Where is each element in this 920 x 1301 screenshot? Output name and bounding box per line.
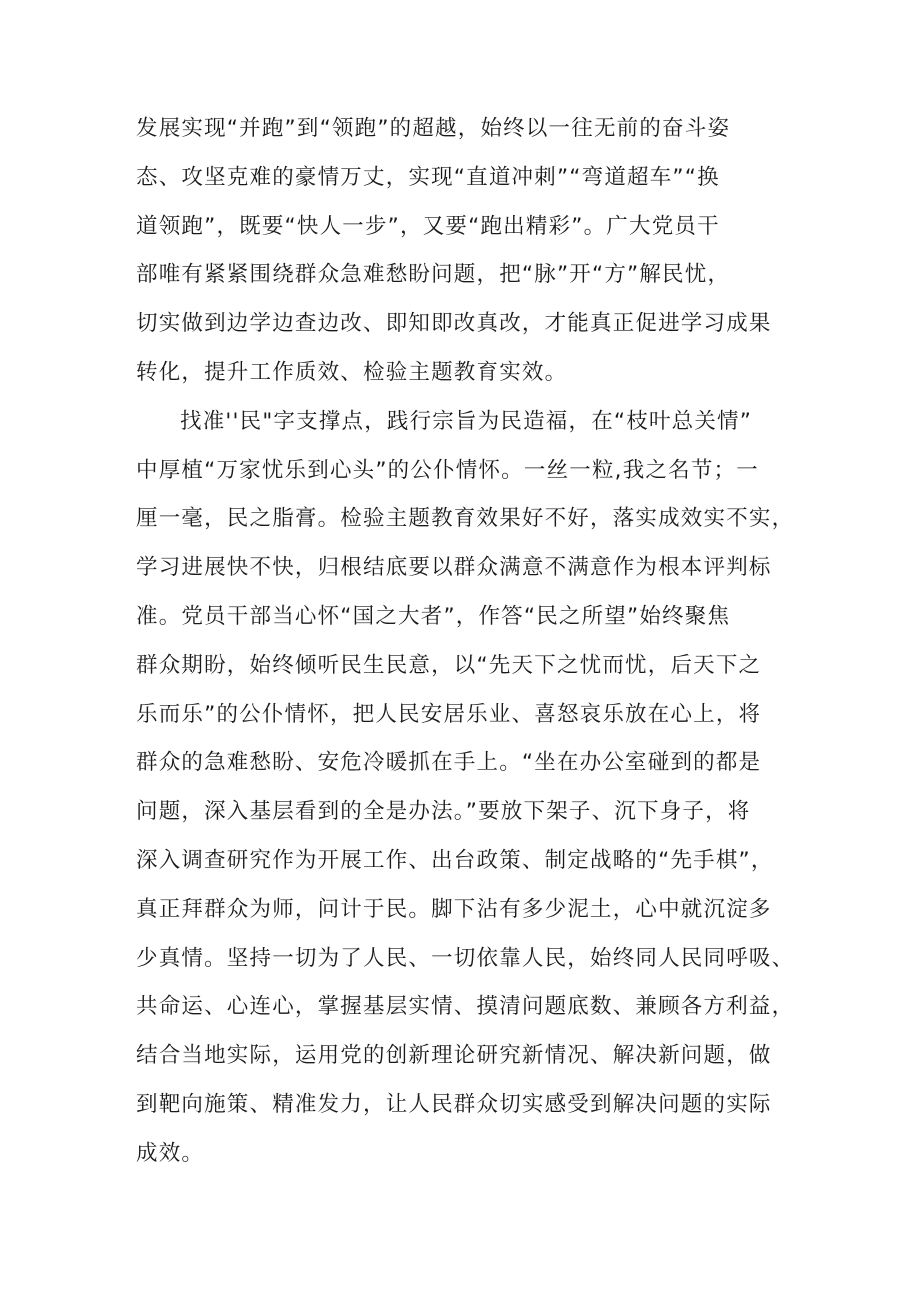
paragraph-2 [136,398,796,1179]
text-line: 乐而乐”的公仆情怀，把人民安居乐业、喜怒哀乐放在心上，将 [136,701,762,727]
text-line: 切实做到边学边查边改、即知即改真改，才能真正促进学习成果 [136,311,772,337]
text-line: 准。党员干部当心怀“国之大者”，作答“民之所望”始终聚焦 [136,603,731,629]
text-line: 中厚植“万家忧乐到心头”的公仆情怀。一丝一粒,我之名节；一 [136,457,759,483]
body-text [136,105,796,1179]
text-line: 态、攻坚克难的豪情万丈，实现“直道冲刺”“弯道超车”“换 [136,164,720,190]
text-line: 道领跑”，既要“快人一步”，又要“跑出精彩”。广大党员干 [136,213,720,239]
text-line: 真正拜群众为师，问计于民。脚下沾有多少泥土，心中就沉淀多 [136,896,772,922]
text-line: 到靶向施策、精准发力，让人民群众切实感受到解决问题的实际 [136,1091,772,1117]
text-line: 群众期盼，始终倾听民生民意，以“先天下之忧而忧，后天下之 [136,652,762,678]
text-line: 转化，提升工作质效、检验主题教育实效。 [136,359,568,385]
text-line: 学习进展快不快，归根结底要以群众满意不满意作为根本评判标 [136,555,772,581]
text-line: 部唯有紧紧围绕群众急难愁盼问题，把“脉”开“方”解民忧， [136,262,731,288]
text-line: 厘一毫，民之脂膏。检验主题教育效果好不好，落实成效实不实， [136,506,795,532]
text-line: 结合当地实际，运用党的创新理论研究新情况、解决新问题，做 [136,1043,772,1069]
text-line: 成效。 [136,1140,205,1166]
text-line-indented: 找准''民"字支撑点，践行宗旨为民造福，在“枝叶总关情” [180,408,753,434]
text-line: 共命运、心连心，掌握基层实情、摸清问题底数、兼顾各方利益， [136,994,795,1020]
paragraph-1 [136,105,796,398]
text-line: 发展实现“并跑”到“领跑”的超越，始终以一往无前的奋斗姿 [136,116,731,141]
text-line: 少真情。坚持一切为了人民、一切依靠人民，始终同人民同呼吸、 [136,945,795,971]
text-line: 群众的急难愁盼、安危冷暖抓在手上。“坐在办公室碰到的都是 [136,750,762,776]
text-line: 问题，深入基层看到的全是办法。”要放下架子、沉下身子，将 [136,799,751,825]
text-line: 深入调查研究作为开展工作、出台政策、制定战略的“先手棋”， [136,847,774,873]
